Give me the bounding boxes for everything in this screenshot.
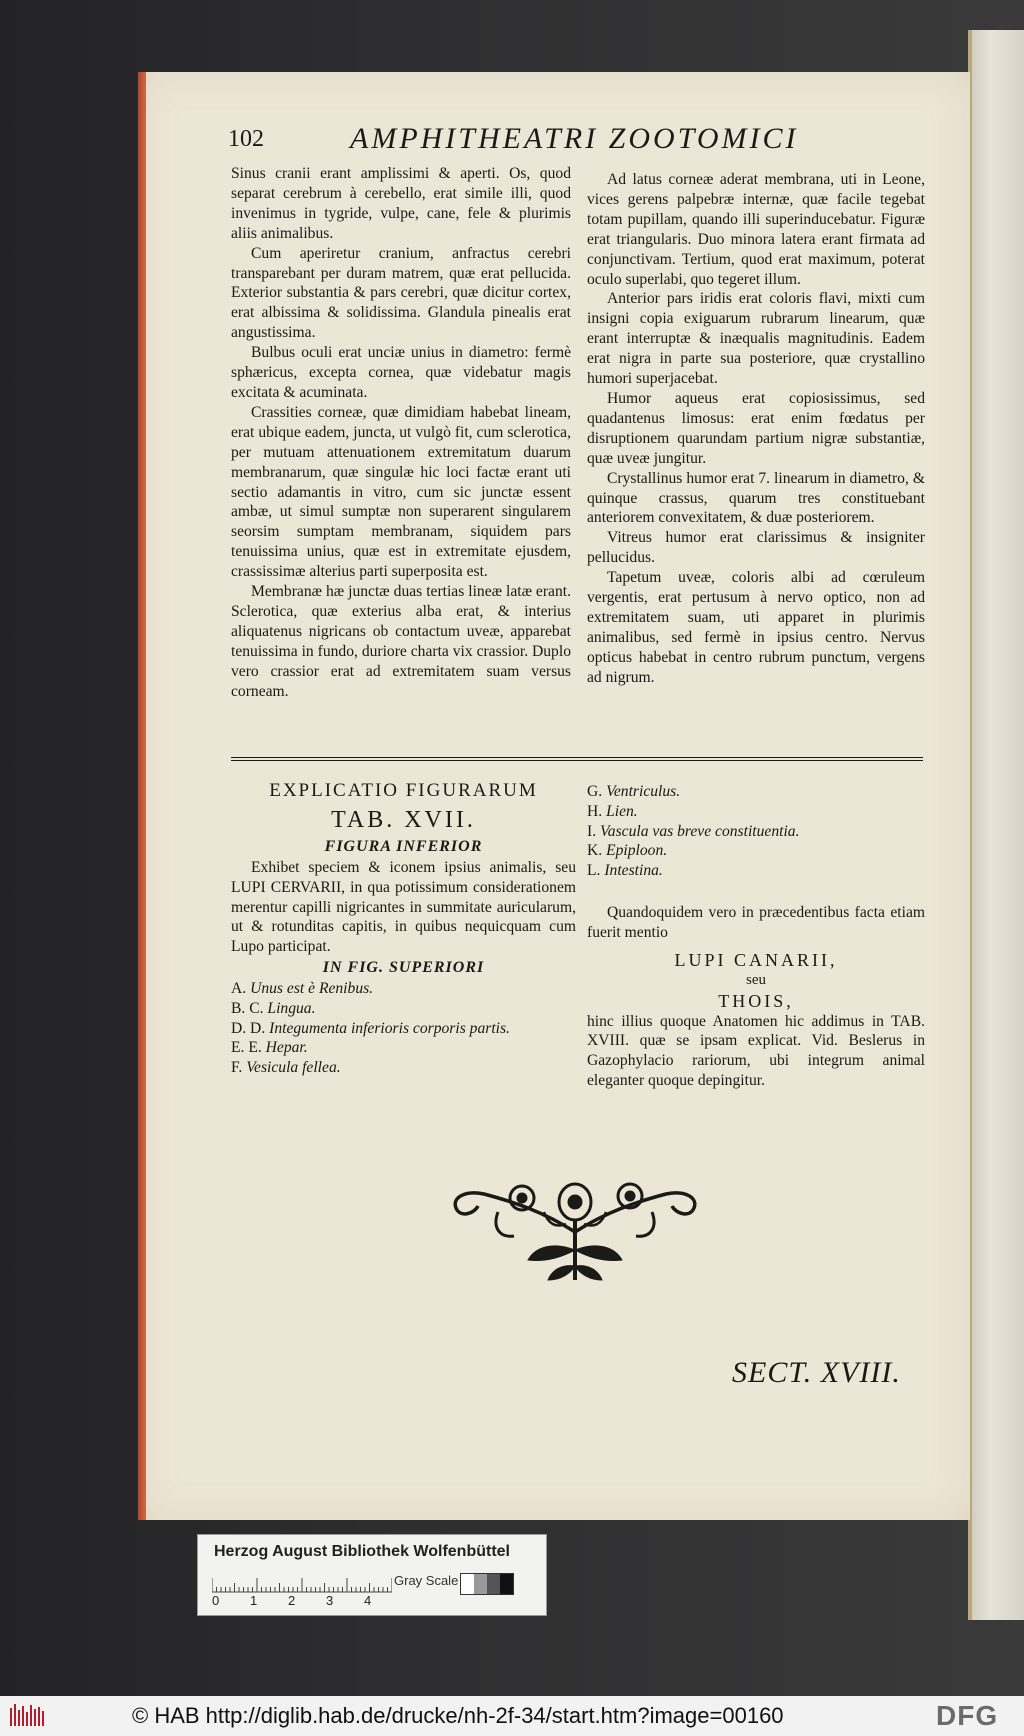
seu-word: seu bbox=[746, 971, 766, 988]
double-rule-divider bbox=[231, 757, 923, 761]
scale-number: 1 bbox=[250, 1593, 258, 1608]
legend-key: F. bbox=[231, 1059, 243, 1077]
dfg-logo: DFG bbox=[936, 1700, 999, 1731]
figura-inferior-text: Exhibet speciem & iconem ipsius animalis, seu LUPI CERVARII, in qua potissimum considerationem merentur capilli nigricantes in summitate auricularum, ut & rotunditas capitis, in quibus nequicquam cum Lupo participat. bbox=[231, 859, 576, 956]
gray-scale-swatch bbox=[460, 1573, 514, 1595]
legend-item bbox=[587, 822, 925, 842]
scale-number: 4 bbox=[364, 1593, 372, 1608]
scale-ruler bbox=[212, 1571, 392, 1593]
paragraph: Bulbus oculi erat unciæ unius in diametro: fermè sphæricus, excepta cornea, quæ videbatur magis excitata & acuminata. bbox=[231, 344, 571, 401]
adjacent-leaf-edge bbox=[968, 30, 1024, 1620]
legend-key: H. bbox=[587, 802, 603, 820]
quandoquidem-text: Quandoquidem vero in præcedentibus facta etiam fuerit mentio bbox=[587, 903, 925, 941]
closing-text: hinc illius quoque Anatomen hic addimus in TAB. XVIII. quæ se ipsam explicat. Vid. Beslerus in Gazophylacio rariorum, ubi integrum animal eleganter quoque depingitur. bbox=[587, 1012, 925, 1089]
legend-item bbox=[587, 841, 925, 861]
legend-item bbox=[587, 782, 925, 802]
tab-heading: TAB. XVII. bbox=[331, 807, 476, 833]
paragraph: Sinus cranii erant amplissimi & aperti. Os, quod separat cerebrum à cerebello, erat simile illi, quod invenimus in tygride, vulpe, cane, fele & plurimis aliis animalibus. bbox=[231, 165, 571, 242]
explicatio-heading: EXPLICATIO FIGURARUM bbox=[269, 780, 538, 801]
red-page-edge bbox=[138, 72, 146, 1520]
legend-item bbox=[231, 999, 576, 1019]
legend-key: B. C. bbox=[231, 999, 264, 1017]
legend-label: Integumenta inferioris corporis partis. bbox=[269, 1019, 510, 1037]
thois-heading: THOIS, bbox=[718, 990, 794, 1011]
paragraph: Cum aperiretur cranium, anfractus cerebri transparebant per duram matrem, quæ erat pellucida. Exterior substantia & pars cerebri, quæ dicitur cortex, erat albissima & solidissima. Glandula pinealis erat angustissima. bbox=[231, 244, 571, 342]
page-number: 102 bbox=[228, 126, 264, 152]
paragraph: Anterior pars iridis erat coloris flavi, mixti cum insigni copia exiguarum rubrarum linearum, quæ erant interruptæ & inæqualis magnitudinis. Eadem erat nigra in parte sua posteriore, quæ crystallino humori superjacebat. bbox=[587, 290, 925, 388]
legend-item bbox=[587, 802, 925, 822]
hab-barcode-logo-icon bbox=[8, 1702, 48, 1730]
scale-number: 3 bbox=[326, 1593, 334, 1608]
source-url-link[interactable]: © HAB http://diglib.hab.de/drucke/nh-2f-34/start.htm?image=00160 bbox=[132, 1703, 784, 1728]
fig-superiori-heading: IN FIG. SUPERIORI bbox=[322, 958, 485, 976]
legend-label: Lien. bbox=[606, 802, 638, 820]
library-name: Herzog August Bibliothek Wolfenbüttel bbox=[214, 1543, 510, 1560]
paragraph: Tapetum uveæ, coloris albi ad cœruleum vergentis, erat pertusum à nervo optico, non ad extremitatem suam, uti apparet in plurimis animalibus, sed fermè in ipsius centro. Nervus opticus habebat in centro rubrum punctum, vergens ad nigrum. bbox=[587, 569, 925, 686]
library-color-card bbox=[197, 1534, 547, 1616]
legend-label: Unus est è Renibus. bbox=[250, 979, 374, 997]
legend-label: Ventriculus. bbox=[606, 783, 681, 800]
paragraph: Vitreus humor erat clarissimus & insigniter pellucidus. bbox=[587, 529, 925, 567]
legend-label: Intestina. bbox=[604, 862, 663, 880]
paragraph: Ad latus corneæ aderat membrana, uti in Leone, vices gerens palpebræ internæ, quæ facile tegebat totam pupillam, quando illi superinducebatur. Figuræ erat triangularis. Duo minora latera erant firmata ad conjunctivam. Tertium, quod erat maximum, poterat oculo superlabi, quo tegeret illum. bbox=[587, 171, 925, 288]
legend-item bbox=[231, 1019, 576, 1039]
lupi-canarii-heading: LUPI CANARII, bbox=[674, 949, 838, 970]
legend-item bbox=[231, 1038, 576, 1058]
legend-item bbox=[231, 979, 576, 999]
legend-item bbox=[587, 861, 925, 881]
text-column-right bbox=[587, 170, 925, 688]
scale-number: 0 bbox=[212, 1593, 220, 1608]
scale-number: 2 bbox=[288, 1593, 296, 1608]
figura-inferior-heading: FIGURA INFERIOR bbox=[324, 838, 483, 855]
legend-key: I. bbox=[587, 822, 597, 840]
viewer-footer-bar bbox=[0, 1696, 1024, 1736]
figure-explanation-left bbox=[231, 778, 576, 1078]
legend-key: A. bbox=[231, 979, 247, 997]
next-section-catchword: SECT. XVIII. bbox=[732, 1356, 901, 1389]
legend-key: L. bbox=[587, 862, 601, 880]
floral-ornament bbox=[444, 1172, 706, 1288]
text-column-left bbox=[231, 164, 571, 701]
legend-key: G. bbox=[587, 783, 603, 800]
legend-key: D. D. bbox=[231, 1019, 266, 1037]
legend-label: Lingua. bbox=[267, 999, 316, 1017]
legend-label: Epiploon. bbox=[606, 842, 668, 860]
paragraph: Crystallinus humor erat 7. linearum in diametro, & quinque crassus, quarum tres constituebant anteriorem convexitatem, & duæ posteriorem. bbox=[587, 469, 925, 527]
legend-item bbox=[231, 1058, 576, 1078]
legend-list-right bbox=[587, 782, 925, 881]
gray-scale-label: Gray Scale bbox=[394, 1573, 459, 1588]
legend-label: Hepar. bbox=[265, 1039, 308, 1057]
paragraph: Humor aqueus erat copiosissimus, sed quadantenus limosus: erat enim fœdatus per disruptionem quarundam partium nigræ substantiæ, quæ uveæ jungitur. bbox=[587, 389, 925, 467]
paragraph: Membranæ hæ junctæ duas tertias lineæ latæ erant. Sclerotica, quæ exterius alba erat, & interius aliquatenus nigricans ob contactum uveæ, apparebat tenuissima in fundo, duriore charta vix crassior. Duplo vero crassior erat ad extremitatem suam versus corneam. bbox=[231, 583, 571, 700]
page-header bbox=[228, 122, 928, 162]
running-title: AMPHITHEATRI ZOOTOMICI bbox=[350, 122, 799, 155]
legend-key: K. bbox=[587, 842, 603, 860]
legend-label: Vascula vas breve constituentia. bbox=[600, 822, 800, 840]
paragraph: Crassities corneæ, quæ dimidiam habebat lineam, erat ubique eadem, juncta, ut vulgò fit, cum sclerotica, per mutuam attenuationem extremitatum duarum membranarum, quæ singulæ hic loci factæ erant uti sectio adamantis in vitro, cum sic junctæ essent ambæ, ut simul sumptæ non superarent singularem seorsim sumptam membranam, siquidem pars tenuissima unius, quæ est in extremitate ejusdem, crassissimæ alterius parti superposita est. bbox=[231, 403, 571, 581]
figure-explanation-right bbox=[587, 782, 925, 1091]
legend-key: E. E. bbox=[231, 1039, 262, 1057]
legend-label: Vesicula fellea. bbox=[246, 1059, 341, 1077]
legend-list-left bbox=[231, 979, 576, 1078]
